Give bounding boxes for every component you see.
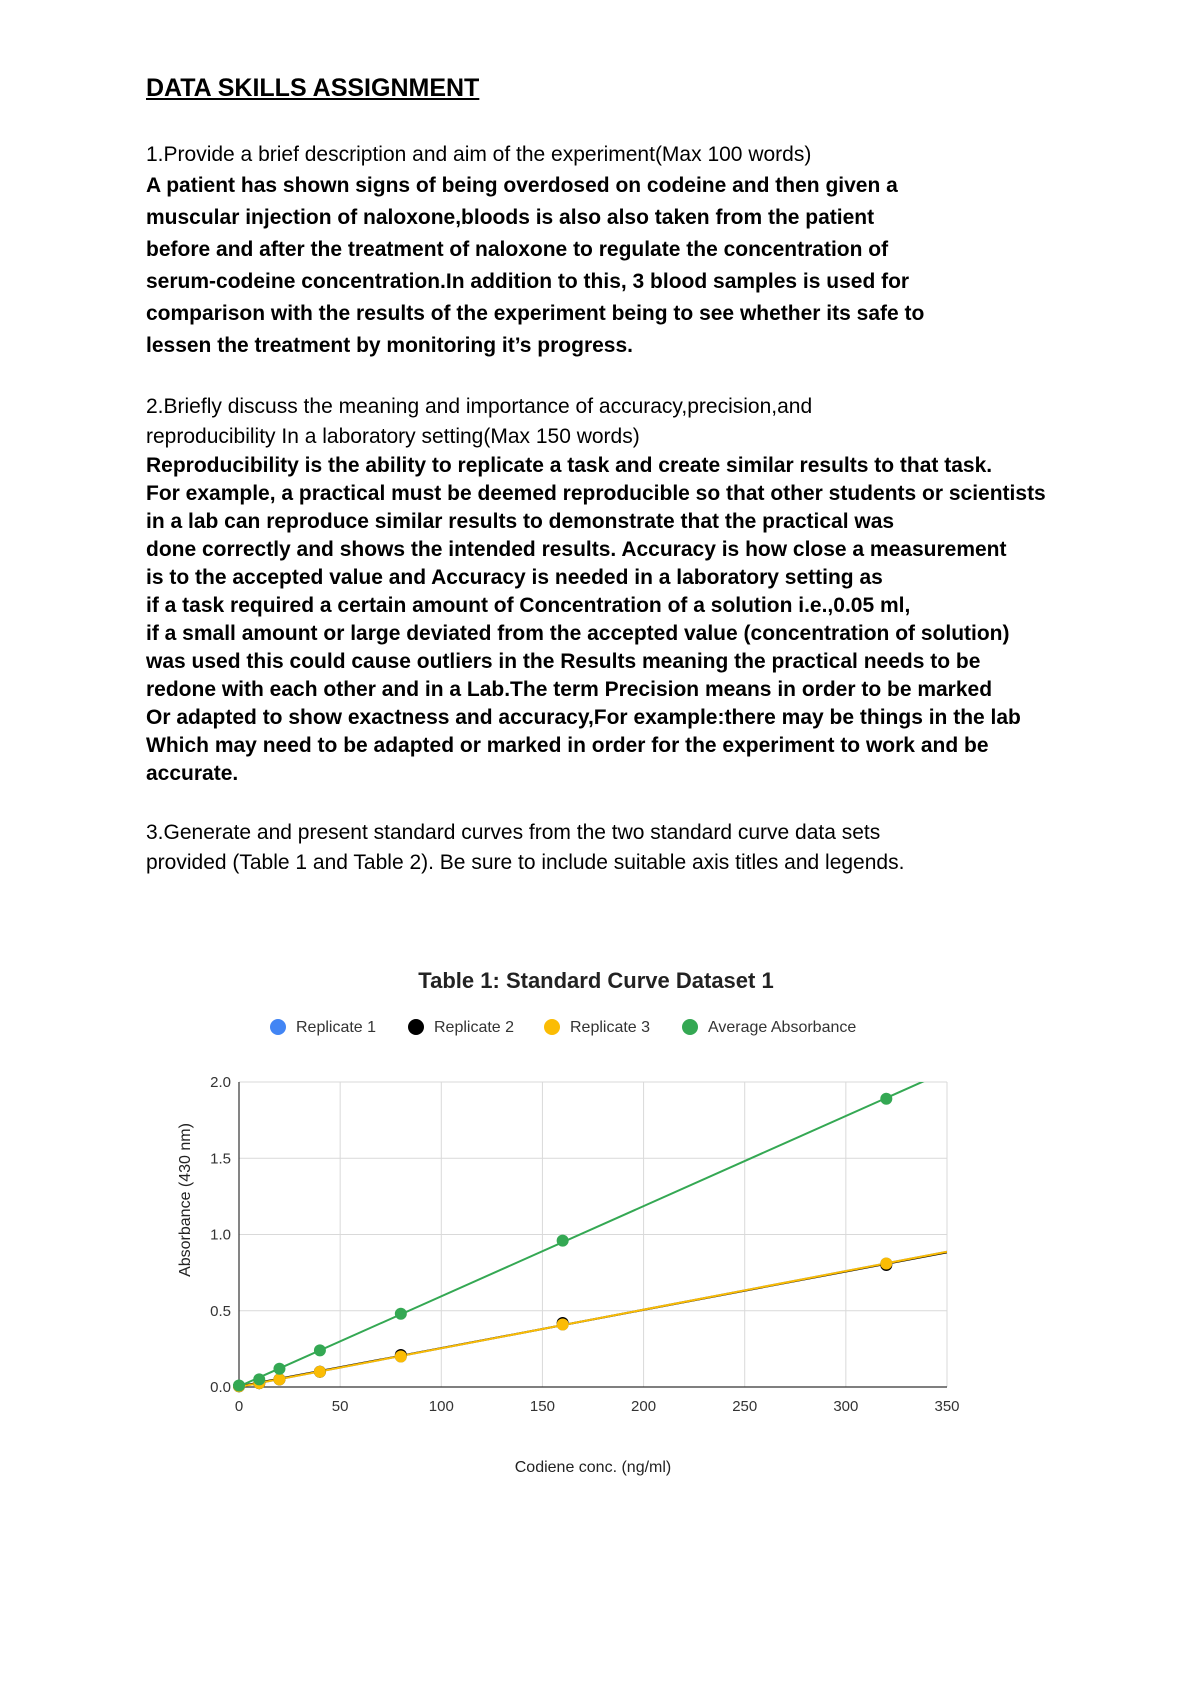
legend-label: Average Absorbance	[708, 1019, 857, 1036]
y-axis-label: Absorbance (430 nm)	[177, 1123, 194, 1277]
chart-points	[233, 1093, 892, 1392]
data-point-average-absorbance	[880, 1093, 892, 1105]
chart-title-number: 1	[480, 968, 493, 993]
question-2-line: 2.Briefly discuss the meaning and importance of accuracy,precision,and	[146, 395, 813, 418]
document-title: DATA SKILLS ASSIGNMENT	[146, 74, 480, 102]
answer-2-line: if a small amount or large deviated from the accepted value (concentration of solution)	[146, 622, 1010, 645]
chart-title-suffix: : Standard Curve Dataset 1	[492, 968, 774, 993]
data-point-average-absorbance	[314, 1344, 326, 1356]
data-point-average-absorbance	[253, 1373, 265, 1385]
data-point-replicate-3	[273, 1373, 285, 1385]
y-tick-label: 1.5	[210, 1150, 231, 1168]
legend-label: Replicate 2	[434, 1019, 515, 1036]
answer-1	[146, 170, 1186, 362]
legend-marker	[544, 1019, 560, 1035]
answer-1-line: serum-codeine concentration.In addition to this, 3 blood samples is used for	[146, 270, 910, 293]
data-point-average-absorbance	[233, 1379, 245, 1391]
x-tick-label: 350	[934, 1398, 960, 1415]
answer-2-line: if a task required a certain amount of Concentration of a solution i.e.,0.05 ml,	[146, 594, 911, 617]
legend-label: Replicate 3	[570, 1019, 651, 1036]
answer-2-line: in a lab can reproduce similar results to demonstrate that the practical was	[146, 510, 895, 533]
answer-2	[146, 452, 1186, 788]
question-3	[146, 818, 1186, 878]
data-point-average-absorbance	[395, 1308, 407, 1320]
question-3-line: provided (Table 1 and Table 2). Be sure to include suitable axis titles and legends.	[146, 851, 905, 874]
answer-2-line: done correctly and shows the intended results. Accuracy is how close a measurement	[146, 538, 1007, 561]
answer-1-line: muscular injection of naloxone,bloods is also also taken from the patient	[146, 206, 875, 229]
trendline-replicate-3	[239, 1252, 947, 1387]
answer-1-line: comparison with the results of the experiment being to see whether its safe to	[146, 302, 925, 325]
data-point-replicate-3	[880, 1257, 892, 1269]
y-tick-label: 0.5	[210, 1302, 231, 1320]
chart-title	[418, 968, 773, 993]
x-tick-label: 200	[631, 1398, 657, 1415]
answer-1-line: before and after the treatment of naloxone to regulate the concentration of	[146, 238, 889, 261]
data-point-replicate-3	[314, 1366, 326, 1378]
x-tick-label: 50	[331, 1398, 349, 1415]
chart-title-prefix: Table	[418, 968, 481, 993]
answer-2-line: was used this could cause outliers in the Results meaning the practical needs to be	[146, 650, 981, 673]
data-point-average-absorbance	[273, 1363, 285, 1375]
x-tick-label: 150	[529, 1398, 555, 1415]
data-point-replicate-3	[395, 1351, 407, 1363]
legend-label: Replicate 1	[296, 1019, 377, 1036]
legend-marker	[682, 1019, 698, 1035]
chart-axes	[210, 1074, 959, 1415]
x-axis-label: Codiene conc. (ng/ml)	[514, 1459, 672, 1476]
y-tick-label: 0.0	[210, 1379, 231, 1396]
answer-1-line: lessen the treatment by monitoring it’s progress.	[146, 334, 633, 357]
answer-2-line: Or adapted to show exactness and accuracy,For example:there may be things in the lab	[146, 706, 1021, 729]
chart-legend	[270, 1019, 856, 1036]
data-point-replicate-3	[557, 1318, 569, 1330]
answer-2-line: is to the accepted value and Accuracy is needed in a laboratory setting as	[146, 566, 883, 589]
standard-curve-chart	[160, 962, 1080, 1502]
answer-1-line: A patient has shown signs of being overdosed on codeine and then given a	[146, 174, 898, 197]
question-1: 1.Provide a brief description and aim of the experiment(Max 100 words)	[146, 143, 812, 166]
answer-2-line: Which may need to be adapted or marked in order for the experiment to work and be	[146, 734, 989, 757]
answer-2-line: For example, a practical must be deemed reproducible so that other students or scientists	[146, 482, 1046, 505]
question-2-line: reproducibility In a laboratory setting(Max 150 words)	[146, 425, 640, 448]
document-page	[146, 72, 1186, 878]
trendline-average-absorbance	[239, 1071, 947, 1387]
x-tick-label: 100	[428, 1398, 454, 1415]
chart-trendlines	[239, 1071, 947, 1387]
x-tick-label: 0	[234, 1398, 244, 1415]
data-point-average-absorbance	[557, 1235, 569, 1247]
answer-2-line: Reproducibility is the ability to replicate a task and create similar results to that task.	[146, 454, 993, 477]
legend-marker	[270, 1019, 286, 1035]
question-3-line: 3.Generate and present standard curves from the two standard curve data sets	[146, 821, 881, 844]
chart-svg	[160, 962, 1080, 1502]
legend-marker	[408, 1019, 424, 1035]
x-tick-label: 250	[732, 1398, 758, 1415]
y-tick-label: 2.0	[210, 1074, 231, 1091]
answer-2-line: redone with each other and in a Lab.The term Precision means in order to be marked	[146, 678, 993, 701]
answer-2-line: accurate.	[146, 762, 239, 785]
chart-grid	[239, 1082, 947, 1387]
x-tick-label: 300	[833, 1398, 859, 1415]
question-2	[146, 392, 1186, 452]
y-tick-label: 1.0	[210, 1226, 231, 1244]
